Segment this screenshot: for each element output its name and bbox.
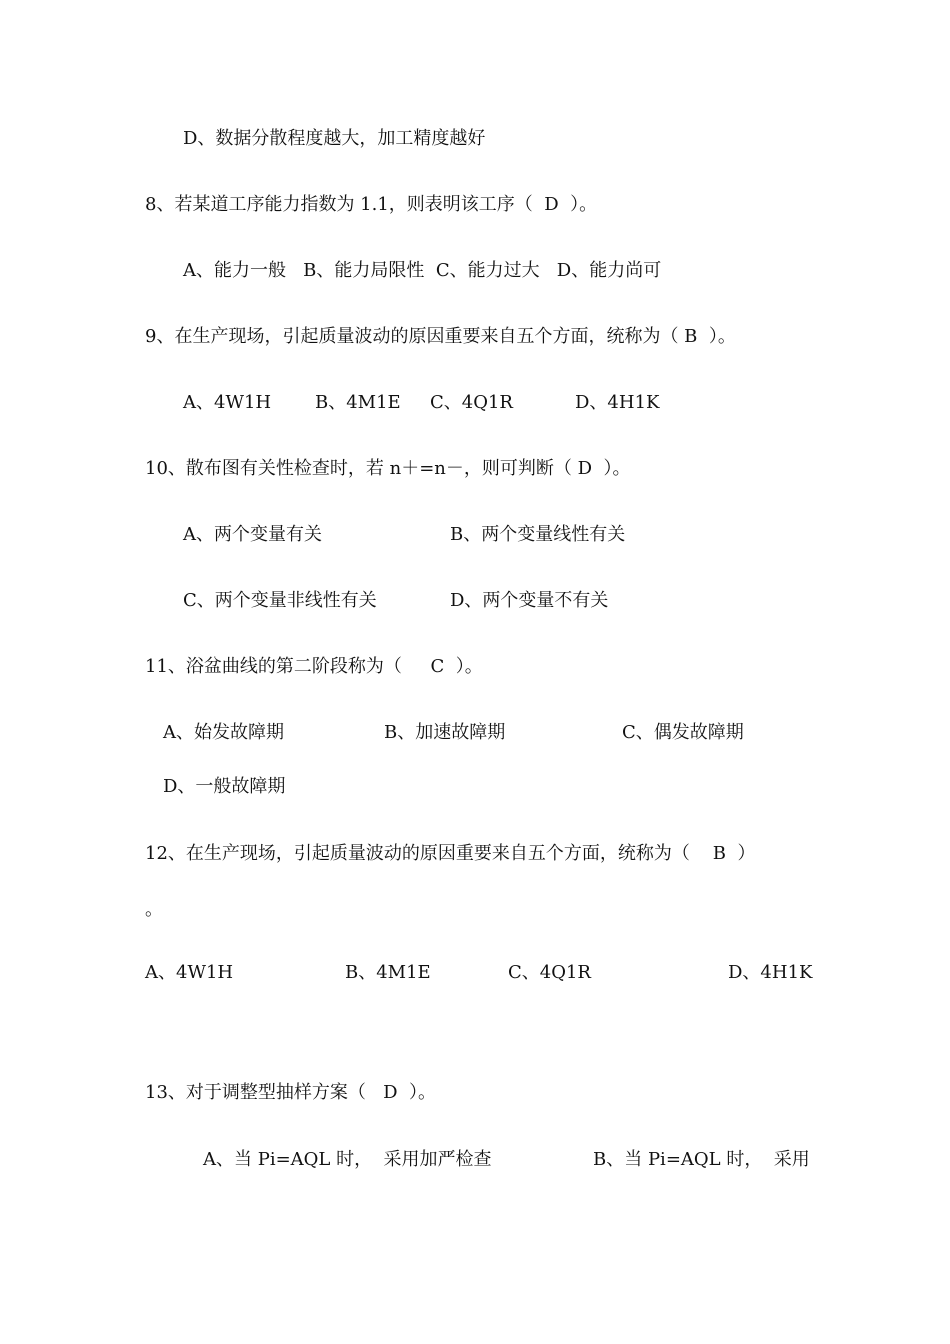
q12-question: 12、在生产现场，引起质量波动的原因重要来自五个方面，统称为（ B ）	[145, 843, 756, 864]
q9-option-d: D、4H1K	[575, 392, 660, 413]
q8-options: A、能力一般 B、能力局限性 C、能力过大 D、能力尚可	[183, 260, 662, 281]
q11-option-b: B、加速故障期	[384, 722, 506, 743]
q9-option-a: A、4W1H	[183, 392, 272, 413]
q10-option-a: A、两个变量有关	[183, 524, 322, 545]
q8-question: 8、若某道工序能力指数为 1.1，则表明该工序（ D ）。	[145, 194, 598, 215]
q12-option-a: A、4W1H	[145, 962, 234, 983]
q13-option-a: A、当 Pi=AQL 时， 采用加严检查	[203, 1149, 492, 1170]
q9-option-b: B、4M1E	[315, 392, 401, 413]
q12-option-b: B、4M1E	[345, 962, 431, 983]
q13-option-b: B、当 Pi=AQL 时， 采用	[593, 1149, 810, 1170]
q7-option-d: D、数据分散程度越大，加工精度越好	[183, 128, 486, 149]
q10-option-c: C、两个变量非线性有关	[183, 590, 377, 611]
q9-question: 9、在生产现场，引起质量波动的原因重要来自五个方面，统称为（ B ）。	[145, 326, 736, 347]
q13-question: 13、对于调整型抽样方案（ D ）。	[145, 1082, 436, 1103]
q12-question-end: 。	[145, 899, 163, 920]
q12-option-d: D、4H1K	[728, 962, 813, 983]
q10-option-b: B、两个变量线性有关	[450, 524, 626, 545]
q11-option-c: C、偶发故障期	[622, 722, 744, 743]
q11-option-a: A、始发故障期	[163, 722, 284, 743]
q10-option-d: D、两个变量不有关	[450, 590, 609, 611]
q11-question: 11、浴盆曲线的第二阶段称为（ C ）。	[145, 656, 483, 677]
q9-option-c: C、4Q1R	[430, 392, 513, 413]
q11-option-d: D、一般故障期	[163, 776, 286, 797]
q12-option-c: C、4Q1R	[508, 962, 591, 983]
q10-question: 10、散布图有关性检查时，若 n＋=n－，则可判断（ D ）。	[145, 458, 631, 479]
